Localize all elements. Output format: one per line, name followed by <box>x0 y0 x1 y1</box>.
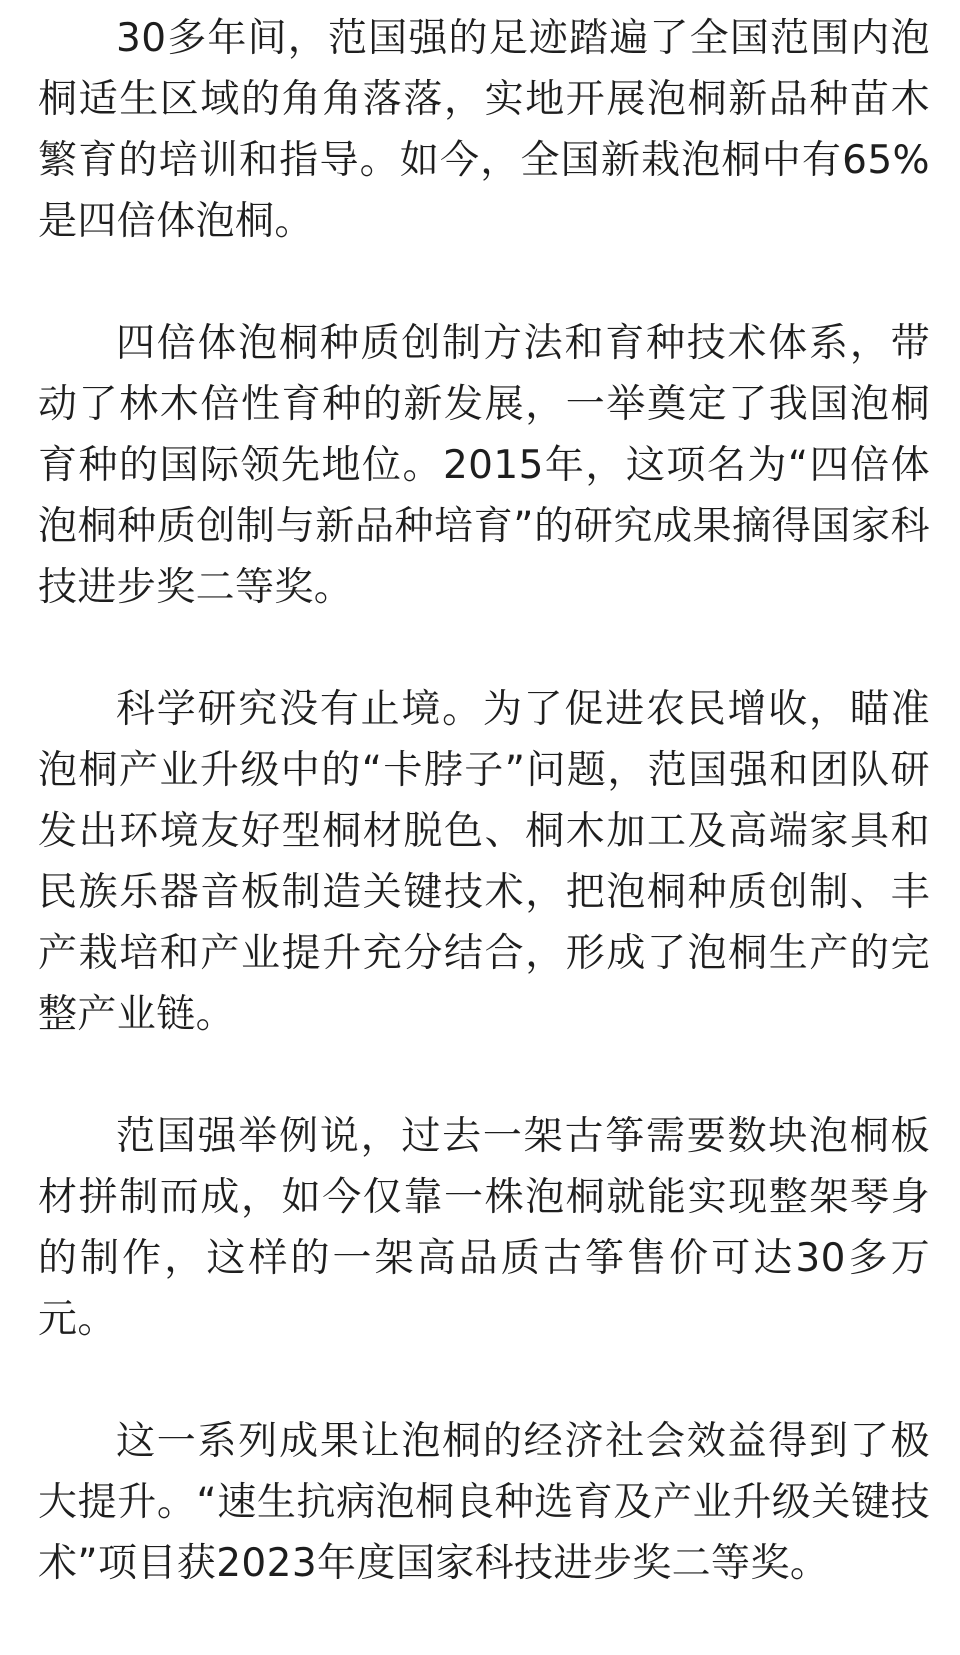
paragraph-1: 30多年间，范国强的足迹踏遍了全国范围内泡桐适生区域的角角落落，实地开展泡桐新品种苗木繁育的培训和指导。如今，全国新栽泡桐中有65%是四倍体泡桐。 <box>38 16 930 244</box>
paragraph-3: 科学研究没有止境。为了促进农民增收，瞄准泡桐产业升级中的“卡脖子”问题，范国强和团队研发出环境友好型桐材脱色、桐木加工及高端家具和民族乐器音板制造关键技术，把泡桐种质创制、丰产栽培和产业提升充分结合，形成了泡桐生产的完整产业链。 <box>38 687 930 1037</box>
article-body <box>38 8 930 1655</box>
paragraph-5: 这一系列成果让泡桐的经济社会效益得到了极大提升。“速生抗病泡桐良种选育及产业升级关键技术”项目获2023年度国家科技进步奖二等奖。 <box>38 1419 930 1586</box>
paragraph-2: 四倍体泡桐种质创制方法和育种技术体系，带动了林木倍性育种的新发展，一举奠定了我国泡桐育种的国际领先地位。2015年，这项名为“四倍体泡桐种质创制与新品种培育”的研究成果摘得国家科技进步奖二等奖。 <box>38 321 930 610</box>
paragraph-4: 范国强举例说，过去一架古筝需要数块泡桐板材拼制而成，如今仅靠一株泡桐就能实现整架琴身的制作，这样的一架高品质古筝售价可达30多万元。 <box>38 1114 930 1342</box>
